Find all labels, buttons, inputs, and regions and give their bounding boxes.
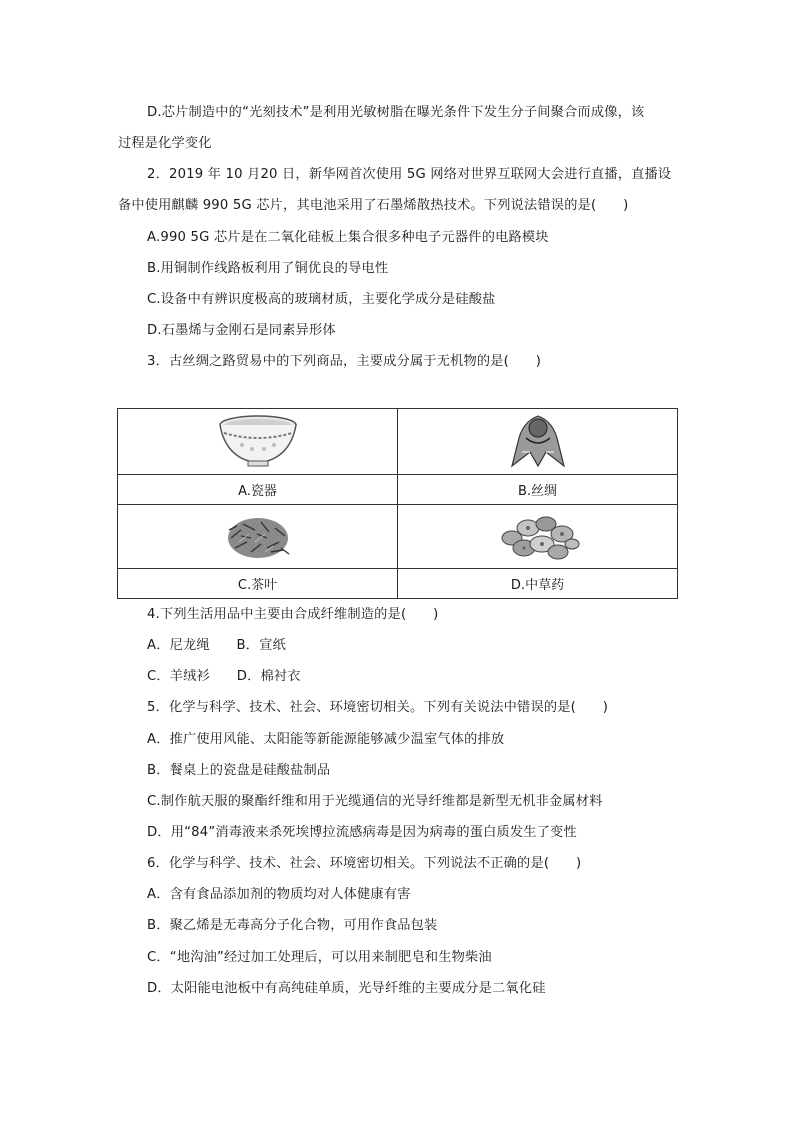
option-b: B.用铜制作线路板利用了铜优良的导电性 (147, 261, 389, 276)
text-line: 备中使用麒麟 990 5G 芯片，其电池采用了石墨烯散热技术。下列说法错误的是( ) (118, 198, 629, 213)
question-3-stem: 3．古丝绸之路贸易中的下列商品，主要成分属于无机物的是( ) (147, 354, 542, 369)
question-2-stem: 2．2019 年 10 月20 日，新华网首次使用 5G 网络对世界互联网大会进行直播，直播设 (147, 167, 672, 182)
option-c: C.设备中有辨识度极高的玻璃材质，主要化学成分是硅酸盐 (147, 292, 496, 307)
option-c: C．“地沟油”经过加工处理后，可以用来制肥皂和生物柴油 (147, 950, 492, 965)
option-b-label: B.丝绸 (398, 474, 678, 504)
option-a-label: A.瓷器 (118, 474, 398, 504)
option-b: B．聚乙烯是无毒高分子化合物，可用作食品包装 (147, 918, 438, 933)
question-4-stem: 4.下列生活用品中主要由合成纤维制造的是( ) (147, 607, 439, 622)
option-d-label: D.中草药 (398, 568, 678, 598)
text-line: D.芯片制造中的“光刻技术”是利用光敏树脂在曝光条件下发生分子间聚合而成像，该 (147, 105, 645, 120)
option-b: B．餐桌上的瓷盘是硅酸盐制品 (147, 763, 331, 778)
options-table (117, 408, 678, 599)
question-6-stem: 6．化学与科学、技术、社会、环境密切相关。下列说法不正确的是( ) (147, 856, 582, 871)
option-c-label: C.茶叶 (118, 568, 398, 598)
option-d-image-cell (398, 505, 678, 569)
option-d: D．太阳能电池板中有高纯硅单质，光导纤维的主要成分是二氧化硅 (147, 981, 546, 996)
bowl-image (218, 413, 298, 469)
question-5-stem: 5．化学与科学、技术、社会、环境密切相关。下列有关说法中错误的是( ) (147, 700, 609, 715)
options-cd: C．羊绒衫 D．棉衬衣 (147, 669, 301, 684)
herbal-medicine-image (496, 508, 580, 564)
option-b-image-cell (398, 409, 678, 475)
text-line: 过程是化学变化 (118, 136, 212, 151)
option-d: D.石墨烯与金刚石是同素异形体 (147, 323, 336, 338)
option-c-image-cell (118, 505, 398, 569)
option-c: C.制作航天服的聚酯纤维和用于光缆通信的光导纤维都是新型无机非金属材料 (147, 794, 603, 809)
silk-scarf-image (508, 412, 568, 470)
option-a: A．含有食品添加剂的物质均对人体健康有害 (147, 887, 411, 902)
option-d: D．用“84”消毒液来杀死埃博拉流感病毒是因为病毒的蛋白质发生了变性 (147, 825, 577, 840)
option-a-image-cell (118, 409, 398, 475)
options-ab: A．尼龙绳 B．宣纸 (147, 638, 286, 653)
option-a: A.990 5G 芯片是在二氧化硅板上集合很多种电子元器件的电路模块 (147, 230, 549, 245)
option-a: A．推广使用风能、太阳能等新能源能够减少温室气体的排放 (147, 732, 505, 747)
tea-leaves-image (221, 508, 295, 564)
